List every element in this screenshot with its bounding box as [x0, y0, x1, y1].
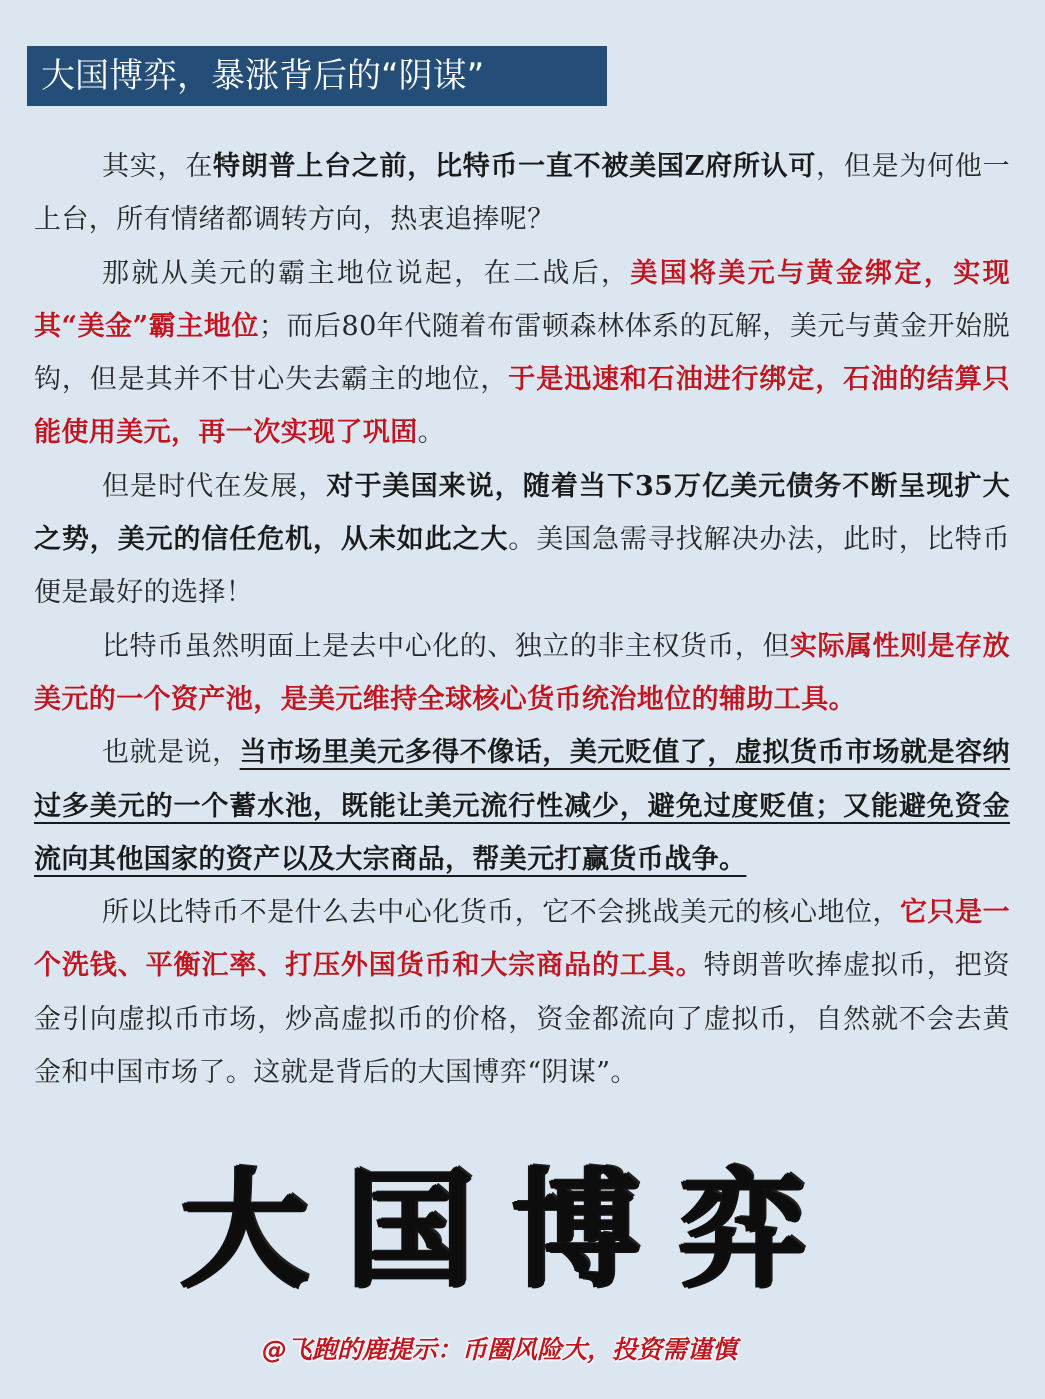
text-segment: 也就是说， — [102, 737, 240, 769]
paragraph-5 — [34, 726, 1010, 886]
highlight-segment: 实际属性则是存放美元的一个资产池，是美元维持全球核心货币统治地位的辅助工具。 — [34, 630, 1010, 715]
underlined-segment: 当市场里美元多得不像话，美元贬值了，虚拟货币市场就是容纳过多美元的一个蓄水池，既能让美元流行性减少，避免过度贬值；又能避免资金流向其他国家的资产以及大宗商品，帮美元打赢货币战争。 — [34, 737, 1010, 875]
bold-segment: 对于美国来说，随着当下35万亿美元债务不断呈现扩大之势，美元的信任危机，从未如此之大 — [34, 470, 1010, 556]
text-segment: 比特币虽然明面上是去中心化的、独立的非主权货币，但 — [102, 630, 790, 662]
text-segment: 特朗普吹捧虚拟币，把资金引向虚拟币市场，炒高虚拟币的价格，资金都流向了虚拟币，自然就不会去黄金和中国市场了。这就是背后的大国博弈“阴谋”。 — [34, 950, 1010, 1089]
paragraph-6 — [34, 886, 1010, 1099]
text-segment: 但是时代在发展， — [102, 470, 327, 502]
paragraph-1 — [34, 140, 1010, 247]
text-segment: ；而后80年代随着布雷顿森林体系的瓦解，美元与黄金开始脱钩，但是其并不甘心失去霸主的地位， — [34, 310, 1010, 396]
text-segment: 那就从美元的霸主地位说起，在二战后， — [102, 257, 631, 289]
text-segment: 。 — [417, 417, 446, 449]
calligraphy-text: 大国博弈 — [180, 1155, 845, 1305]
calligraphy-title — [180, 1155, 860, 1305]
text-segment: 。美国急需寻找解决办法，此时，比特币便是最好的选择！ — [34, 524, 1010, 609]
bold-segment: 特朗普上台之前，比特币一直不被美国Z府所认可 — [212, 151, 817, 182]
highlight-segment: 它只是一个洗钱、平衡汇率、打压外国货币和大宗商品的工具。 — [34, 897, 1010, 982]
paragraph-3 — [34, 460, 1010, 620]
highlight-segment: 于是迅速和石油进行绑定，石油的结算只能使用美元，再一次实现了巩固 — [34, 364, 1010, 449]
text-segment: ，但是为何他一上台，所有情绪都调转方向，热衷追捧呢？ — [34, 151, 1010, 236]
paragraph-4 — [34, 620, 1010, 727]
text-segment: 所以比特币不是什么去中心化货币，它不会挑战美元的核心地位， — [102, 897, 901, 929]
risk-warning: @飞跑的鹿提示：币圈风险大，投资需谨慎 — [262, 1335, 738, 1364]
article-title: 大国博弈，暴涨背后的“阴谋” — [27, 46, 607, 106]
text-segment: 其实，在 — [102, 151, 213, 182]
highlight-segment: 美国将美元与黄金绑定，实现其“美金”霸主地位 — [34, 257, 1010, 342]
paragraph-2 — [34, 247, 1010, 460]
article-body — [34, 140, 1010, 1099]
